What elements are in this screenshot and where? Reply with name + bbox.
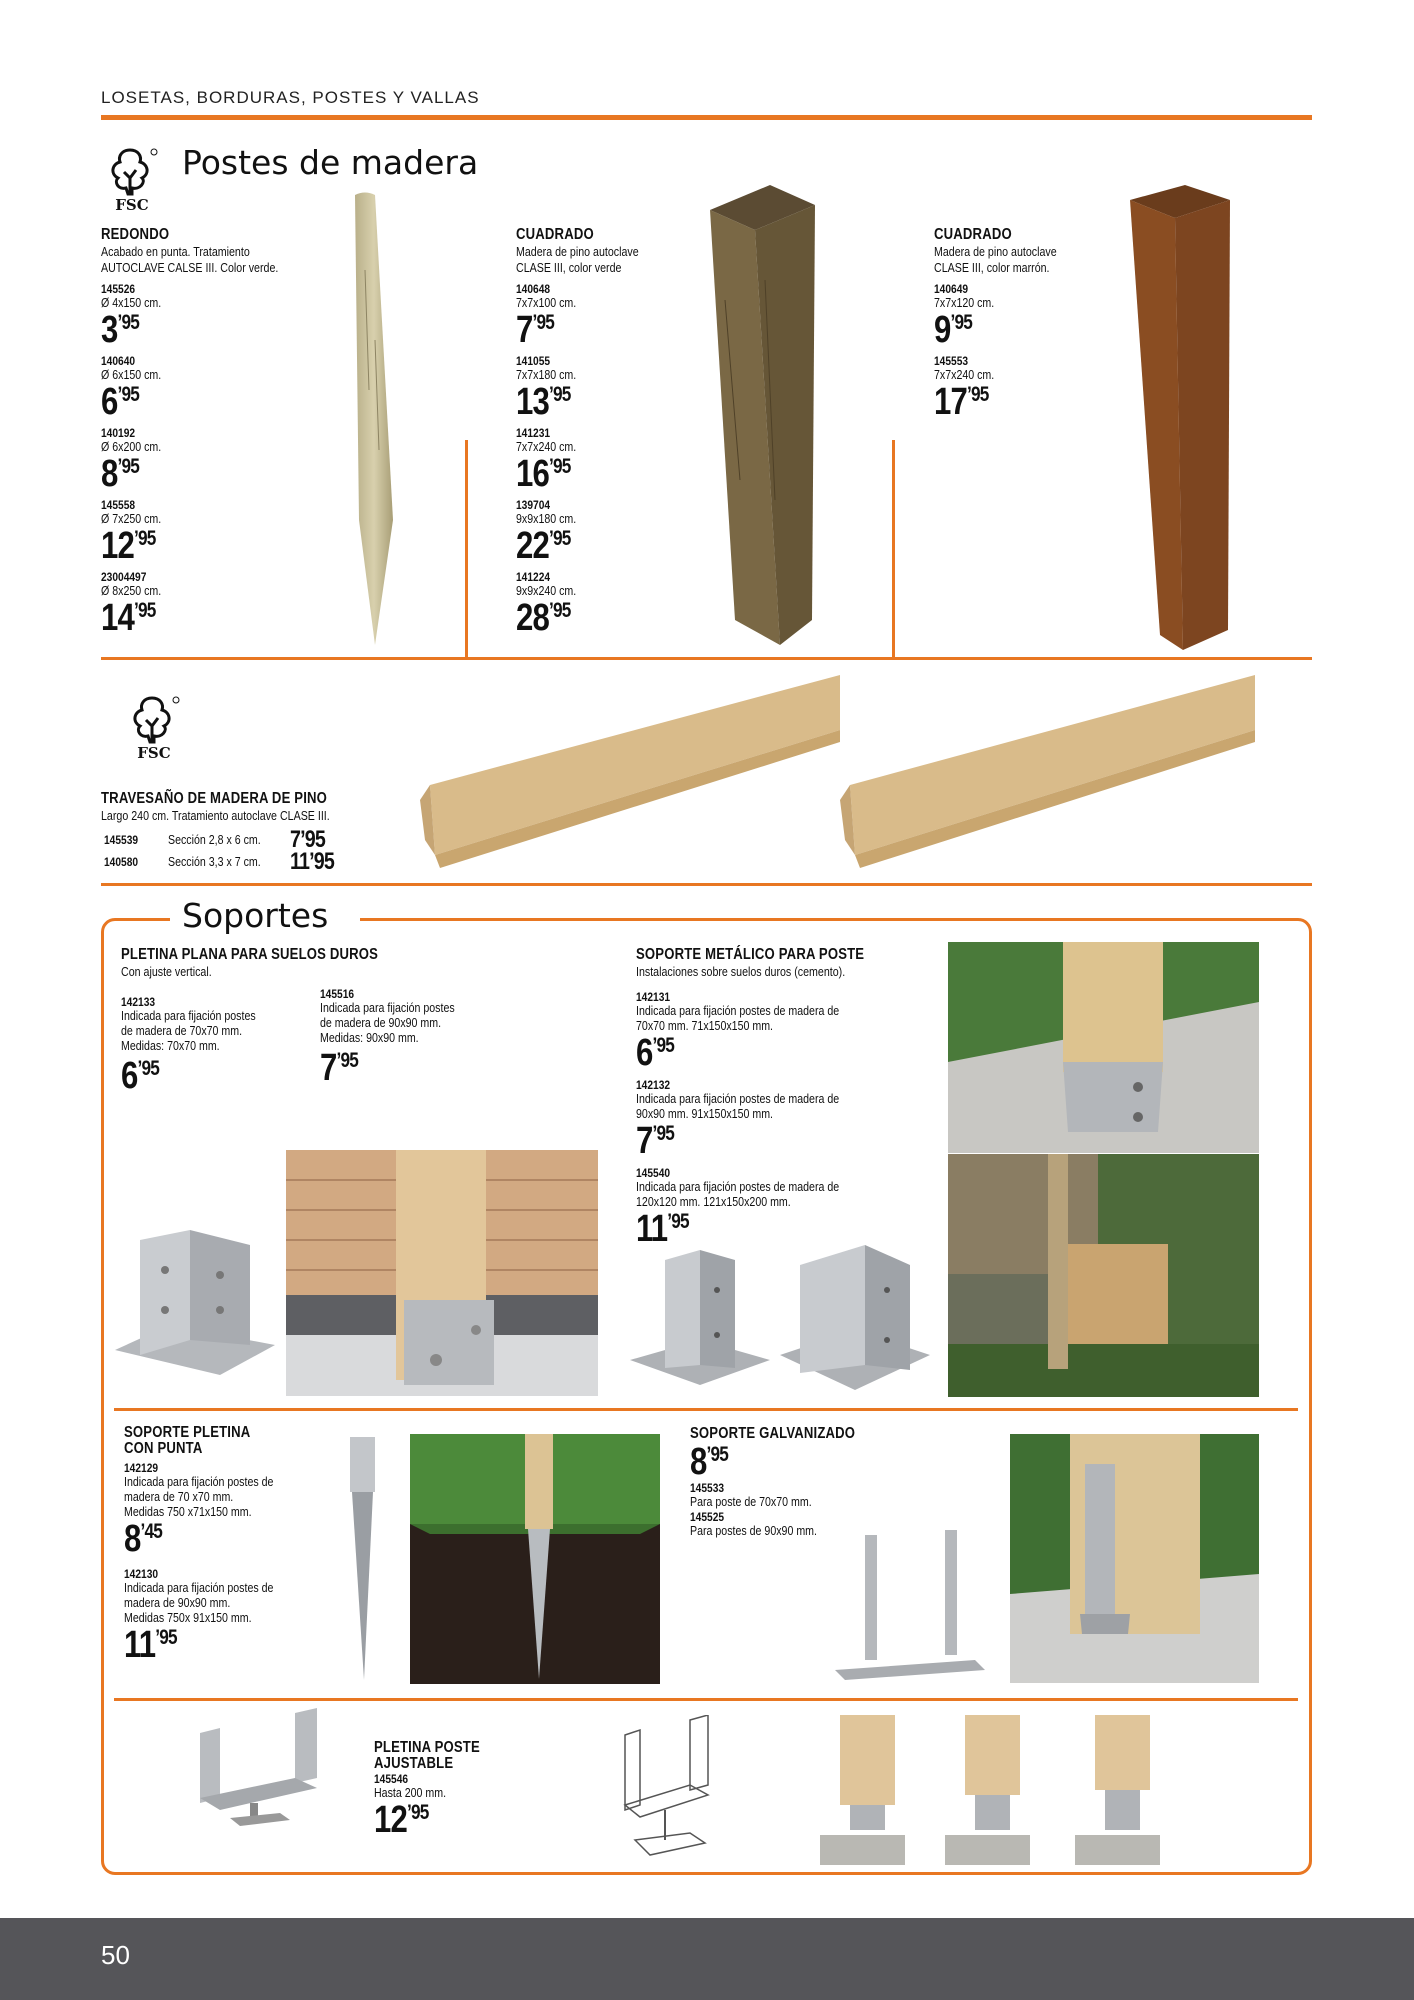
price: 7’95: [636, 1120, 675, 1162]
soporte-metalico-desc: Instalaciones sobre suelos duros (cemento).: [636, 964, 846, 979]
redondo-desc-1: Acabado en punta. Tratamiento: [101, 244, 250, 259]
product-section: Sección 3,3 x 7 cm.: [168, 855, 261, 869]
price: 7’95: [320, 1047, 359, 1089]
product-dim: Ø 6x150 cm.: [101, 368, 162, 382]
soportes-title: Soportes: [182, 896, 329, 935]
list-item: [124, 1567, 324, 1673]
list-item: [101, 426, 301, 498]
list-item: [124, 1461, 324, 1567]
cuadrado-marron-desc-2: CLASE III, color marrón.: [934, 260, 1050, 275]
cuadrado-verde-name: CUADRADO: [516, 226, 594, 243]
price: 7’95: [516, 309, 555, 351]
cuadrado-marron-desc-1: Madera de pino autoclave: [934, 244, 1057, 259]
product-dim: Ø 4x150 cm.: [101, 296, 162, 310]
price: 22’95: [516, 525, 571, 567]
adjustable-bracket-diagram: [620, 1715, 720, 1865]
product-desc: Medidas: 90x90 mm.: [320, 1031, 419, 1045]
price: 6’95: [636, 1032, 675, 1074]
woodshed-photo: [948, 1154, 1259, 1397]
price: 12’95: [101, 525, 156, 567]
price: 14’95: [101, 597, 156, 639]
product-ref: 142133: [121, 995, 156, 1009]
product-desc: Medidas 750x 91x150 mm.: [124, 1611, 252, 1625]
product-ref: 139704: [516, 498, 551, 512]
pletina-plana-block: [121, 946, 521, 980]
product-section: Sección 2,8 x 6 cm.: [168, 833, 261, 847]
product-dim: 7x7x240 cm.: [934, 368, 995, 382]
cuadrado-marron-name: CUADRADO: [934, 226, 1012, 243]
product-ref: 141231: [516, 426, 551, 440]
product-ref: 145526: [101, 282, 136, 296]
product-ref: 140580: [104, 855, 139, 869]
page-number: 50: [101, 1940, 130, 1970]
product-ref: 142129: [124, 1461, 159, 1475]
product-ref: 145539: [104, 833, 139, 847]
redondo-desc-2: AUTOCLAVE CALSE III. Color verde.: [101, 260, 279, 275]
section-divider: [114, 1698, 1298, 1701]
postes-title: Postes de madera: [182, 143, 479, 182]
product-desc: Indicada para fijación postes: [121, 1009, 256, 1023]
product-desc: Hasta 200 mm.: [374, 1786, 447, 1800]
product-ref: 141224: [516, 570, 551, 584]
footer-bar: [0, 1918, 1414, 2000]
product-ref: 142132: [636, 1078, 671, 1092]
pletina-plana-desc: Con ajuste vertical.: [121, 964, 212, 979]
product-ref: 140649: [934, 282, 969, 296]
flat-bracket-image: [110, 1230, 280, 1390]
product-ref: 145525: [690, 1510, 725, 1524]
list-item: [636, 1166, 936, 1254]
product-ref: 142130: [124, 1567, 159, 1581]
product-dim: 7x7x100 cm.: [516, 296, 577, 310]
product-ref: 142131: [636, 990, 671, 1004]
price: 8’95: [690, 1441, 729, 1483]
list-item: [101, 354, 301, 426]
travesano-row: [104, 826, 404, 853]
product-dim: 9x9x240 cm.: [516, 584, 577, 598]
metal-support-image: [775, 1245, 935, 1400]
product-desc: Medidas: 70x70 mm.: [121, 1039, 220, 1053]
fsc-logo: [124, 690, 184, 762]
pletina-punta-block: [124, 1425, 324, 1457]
product-desc: Indicada para fijación postes: [320, 1001, 455, 1015]
spike-ground-photo: [410, 1434, 660, 1684]
fsc-text: FSC: [115, 196, 149, 214]
price: 11’95: [290, 848, 335, 875]
list-item: [516, 498, 716, 570]
product-ref: 140640: [101, 354, 136, 368]
product-ref: 145558: [101, 498, 136, 512]
ajustable-name-2: AJUSTABLE: [374, 1755, 454, 1772]
product-ref: 141055: [516, 354, 551, 368]
round-post-image: [345, 190, 405, 650]
galvanized-support-photo: [1010, 1434, 1259, 1683]
product-ref: 140648: [516, 282, 551, 296]
price: 16’95: [516, 453, 571, 495]
metal-support-image: [625, 1250, 775, 1400]
product-ref: 145546: [374, 1772, 409, 1786]
price: 3’95: [101, 309, 140, 351]
product-desc: madera de 90x90 mm.: [124, 1596, 231, 1610]
pletina-plana-b: [320, 987, 500, 1087]
metal-support-photo: [948, 942, 1259, 1153]
product-dim: 9x9x180 cm.: [516, 512, 577, 526]
price: 12’95: [374, 1799, 429, 1841]
redondo-items: [101, 282, 301, 642]
product-desc: Indicada para fijación postes de madera de: [636, 1092, 840, 1106]
product-desc: de madera de 90x90 mm.: [320, 1016, 442, 1030]
list-item: [516, 570, 716, 642]
cuadrado-verde-block: [516, 226, 716, 276]
price: 8’95: [101, 453, 140, 495]
price: 7’95: [290, 826, 326, 853]
price: 9’95: [934, 309, 973, 351]
galvanizado-name: SOPORTE GALVANIZADO: [690, 1425, 856, 1442]
price: 6’95: [121, 1055, 160, 1097]
galvanized-support-image: [830, 1530, 990, 1685]
product-desc: Indicada para fijación postes de: [124, 1581, 274, 1595]
pletina-punta-name-2: CON PUNTA: [124, 1440, 203, 1457]
price: 17’95: [934, 381, 989, 423]
svg-text:FSC: FSC: [137, 744, 171, 762]
cuadrado-verde-desc-1: Madera de pino autoclave: [516, 244, 639, 259]
product-desc: Para poste de 70x70 mm.: [690, 1495, 812, 1509]
list-item: [636, 1078, 936, 1166]
cuadrado-verde-desc-2: CLASE III, color verde: [516, 260, 622, 275]
product-dim: Ø 7x250 cm.: [101, 512, 162, 526]
travesano-desc: Largo 240 cm. Tratamiento autoclave CLASE III.: [101, 808, 330, 823]
travesano-row: [104, 848, 404, 875]
galvanizado-block: [690, 1425, 990, 1481]
redondo-block: [101, 226, 341, 276]
pletina-punta-name-1: SOPORTE PLETINA: [124, 1424, 251, 1441]
cuadrado-marron-block: [934, 226, 1134, 276]
list-item: [101, 570, 301, 642]
cuadrado-marron-items: [934, 282, 1134, 426]
product-desc: 90x90 mm. 91x150x150 mm.: [636, 1107, 774, 1121]
soporte-metalico-items: [636, 990, 936, 1254]
section-header: LOSETAS, BORDURAS, POSTES Y VALLAS: [101, 88, 480, 107]
travesano-name: TRAVESAÑO DE MADERA DE PINO: [101, 790, 328, 807]
product-desc: 70x70 mm. 71x150x150 mm.: [636, 1019, 774, 1033]
list-item: [101, 498, 301, 570]
redondo-name: REDONDO: [101, 226, 170, 243]
product-ref: 23004497: [101, 570, 147, 584]
spike-support-image: [340, 1432, 385, 1682]
list-item: [516, 282, 716, 354]
price: 11’95: [636, 1208, 689, 1250]
product-dim: Ø 8x250 cm.: [101, 584, 162, 598]
product-desc: Indicada para fijación postes de: [124, 1475, 274, 1489]
bracket-wall-photo: [286, 1150, 598, 1396]
product-desc: Medidas 750 x71x150 mm.: [124, 1505, 252, 1519]
pletina-plana-a: [121, 995, 301, 1095]
product-dim: 7x7x120 cm.: [934, 296, 995, 310]
fsc-logo: [102, 142, 162, 214]
pine-beam-image: [420, 670, 845, 875]
list-item: [101, 282, 301, 354]
adjustable-support-steps-image: [810, 1710, 1210, 1870]
section-divider: [101, 883, 1312, 886]
product-ref: 145553: [934, 354, 969, 368]
product-ref: 145540: [636, 1166, 671, 1180]
pletina-punta-items: [124, 1461, 324, 1673]
price: 11’95: [124, 1624, 177, 1666]
column-divider: [892, 440, 895, 660]
product-desc: Indicada para fijación postes de madera de: [636, 1004, 840, 1018]
price: 6’95: [101, 381, 140, 423]
pine-beam-image: [840, 670, 1260, 875]
product-desc: Indicada para fijación postes de madera de: [636, 1180, 840, 1194]
ajustable-block: [374, 1740, 574, 1839]
product-ref: 145533: [690, 1481, 725, 1495]
list-item: [516, 354, 716, 426]
cuadrado-verde-items: [516, 282, 716, 642]
product-dim: 7x7x240 cm.: [516, 440, 577, 454]
square-green-post-image: [700, 180, 820, 650]
price: 28’95: [516, 597, 571, 639]
list-item: [934, 354, 1134, 426]
product-ref: 145516: [320, 987, 355, 1001]
product-ref: 140192: [101, 426, 136, 440]
list-item: [636, 990, 936, 1078]
column-divider: [465, 440, 468, 660]
product-dim: 7x7x180 cm.: [516, 368, 577, 382]
soporte-metalico-name: SOPORTE METÁLICO PARA POSTE: [636, 946, 865, 963]
price: 8’45: [124, 1518, 163, 1560]
section-divider: [114, 1408, 1298, 1411]
soporte-metalico-block: [636, 946, 936, 980]
price: 13’95: [516, 381, 571, 423]
pletina-plana-name: PLETINA PLANA PARA SUELOS DUROS: [121, 946, 379, 963]
product-dim: Ø 6x200 cm.: [101, 440, 162, 454]
product-desc: 120x120 mm. 121x150x200 mm.: [636, 1195, 791, 1209]
header-divider: [101, 115, 1312, 120]
product-desc: madera de 70 x70 mm.: [124, 1490, 234, 1504]
product-desc: Para postes de 90x90 mm.: [690, 1524, 817, 1538]
square-brown-post-image: [1125, 180, 1235, 655]
travesano-block: [101, 790, 431, 824]
section-divider: [101, 657, 1312, 660]
list-item: [516, 426, 716, 498]
product-desc: de madera de 70x70 mm.: [121, 1024, 243, 1038]
list-item: [934, 282, 1134, 354]
ajustable-name-1: PLETINA POSTE: [374, 1739, 480, 1756]
adjustable-bracket-image: [195, 1708, 325, 1828]
